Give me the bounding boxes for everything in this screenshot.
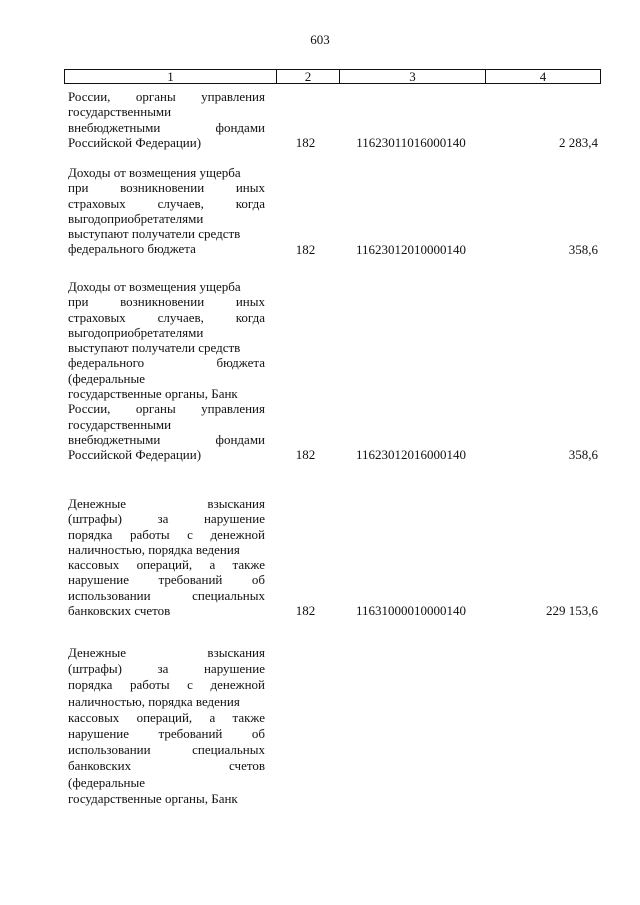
- description-line: наличностью, порядка ведения: [68, 693, 240, 709]
- description-line: при возникновении иных: [68, 180, 265, 196]
- description-line: страховых случаев, когда: [68, 195, 265, 211]
- row-description: [68, 165, 265, 257]
- row-description: [68, 89, 265, 150]
- description-line: России, органы управления: [68, 401, 265, 417]
- row-amount: 358,6: [568, 241, 598, 257]
- description-line: при возникновении иных: [68, 294, 265, 310]
- page-number: 603: [310, 32, 330, 47]
- row-description: [68, 645, 265, 807]
- description-line: (федеральные: [68, 774, 145, 790]
- description-line: Российской Федерации): [68, 134, 202, 150]
- description-line: порядка работы с денежной: [68, 677, 265, 693]
- description-line: использовании специальных: [68, 742, 265, 758]
- description-line: федерального бюджета: [68, 355, 265, 371]
- description-line: внебюджетными фондами: [68, 119, 265, 135]
- description-line: внебюджетными фондами: [68, 431, 265, 447]
- description-line: кассовых операций, а также: [68, 557, 265, 573]
- description-line: (штрафы) за нарушение: [68, 511, 265, 527]
- description-line: государственные органы, Банк: [68, 790, 238, 806]
- description-line: Российской Федерации): [68, 447, 202, 463]
- column-header-2: 2: [276, 70, 339, 83]
- description-line: государственными: [68, 416, 172, 432]
- description-line: выгодоприобретателями: [68, 324, 204, 340]
- description-line: выступают получатели средств: [68, 226, 241, 242]
- row-kbk: 11623012010000140: [355, 241, 467, 257]
- row-code: 182: [295, 447, 316, 463]
- description-line: выступают получатели средств: [68, 340, 241, 356]
- description-line: государственные органы, Банк: [68, 386, 238, 402]
- row-code: 182: [295, 134, 316, 150]
- row-code: 182: [295, 603, 316, 619]
- column-header-3: 3: [339, 70, 485, 83]
- row-amount: 2 283,4: [559, 134, 598, 150]
- description-line: Денежные взыскания: [68, 496, 265, 511]
- row-amount: 358,6: [568, 447, 598, 463]
- row-kbk: 11631000010000140: [355, 603, 467, 619]
- row-description: [68, 496, 265, 618]
- description-line: Денежные взыскания: [68, 645, 265, 660]
- description-line: банковских счетов: [68, 758, 265, 774]
- description-line: (федеральные: [68, 370, 145, 386]
- row-kbk: 11623012016000140: [355, 447, 467, 463]
- description-line: нарушение требований об: [68, 725, 265, 741]
- description-line: государственными: [68, 104, 172, 120]
- row-code: 182: [295, 241, 316, 257]
- description-line: федерального бюджета: [68, 241, 196, 257]
- column-header-1: 1: [167, 69, 174, 84]
- description-line: банковских счетов: [68, 603, 171, 619]
- description-line: Доходы от возмещения ущерба: [68, 165, 241, 180]
- description-line: порядка работы с денежной: [68, 526, 265, 542]
- row-description: [68, 279, 265, 463]
- description-line: использовании специальных: [68, 587, 265, 603]
- description-line: нарушение требований об: [68, 572, 265, 588]
- description-line: выгодоприобретателями: [68, 210, 204, 226]
- row-kbk: 11623011016000140: [356, 134, 466, 150]
- description-line: России, органы управления: [68, 89, 265, 104]
- description-line: (штрафы) за нарушение: [68, 661, 265, 677]
- row-amount: 229 153,6: [546, 603, 598, 619]
- column-header-4: 4: [485, 70, 600, 83]
- description-line: наличностью, порядка ведения: [68, 541, 240, 557]
- table-header: [64, 69, 601, 84]
- description-line: страховых случаев, когда: [68, 309, 265, 325]
- description-line: кассовых операций, а также: [68, 709, 265, 725]
- description-line: Доходы от возмещения ущерба: [68, 279, 241, 294]
